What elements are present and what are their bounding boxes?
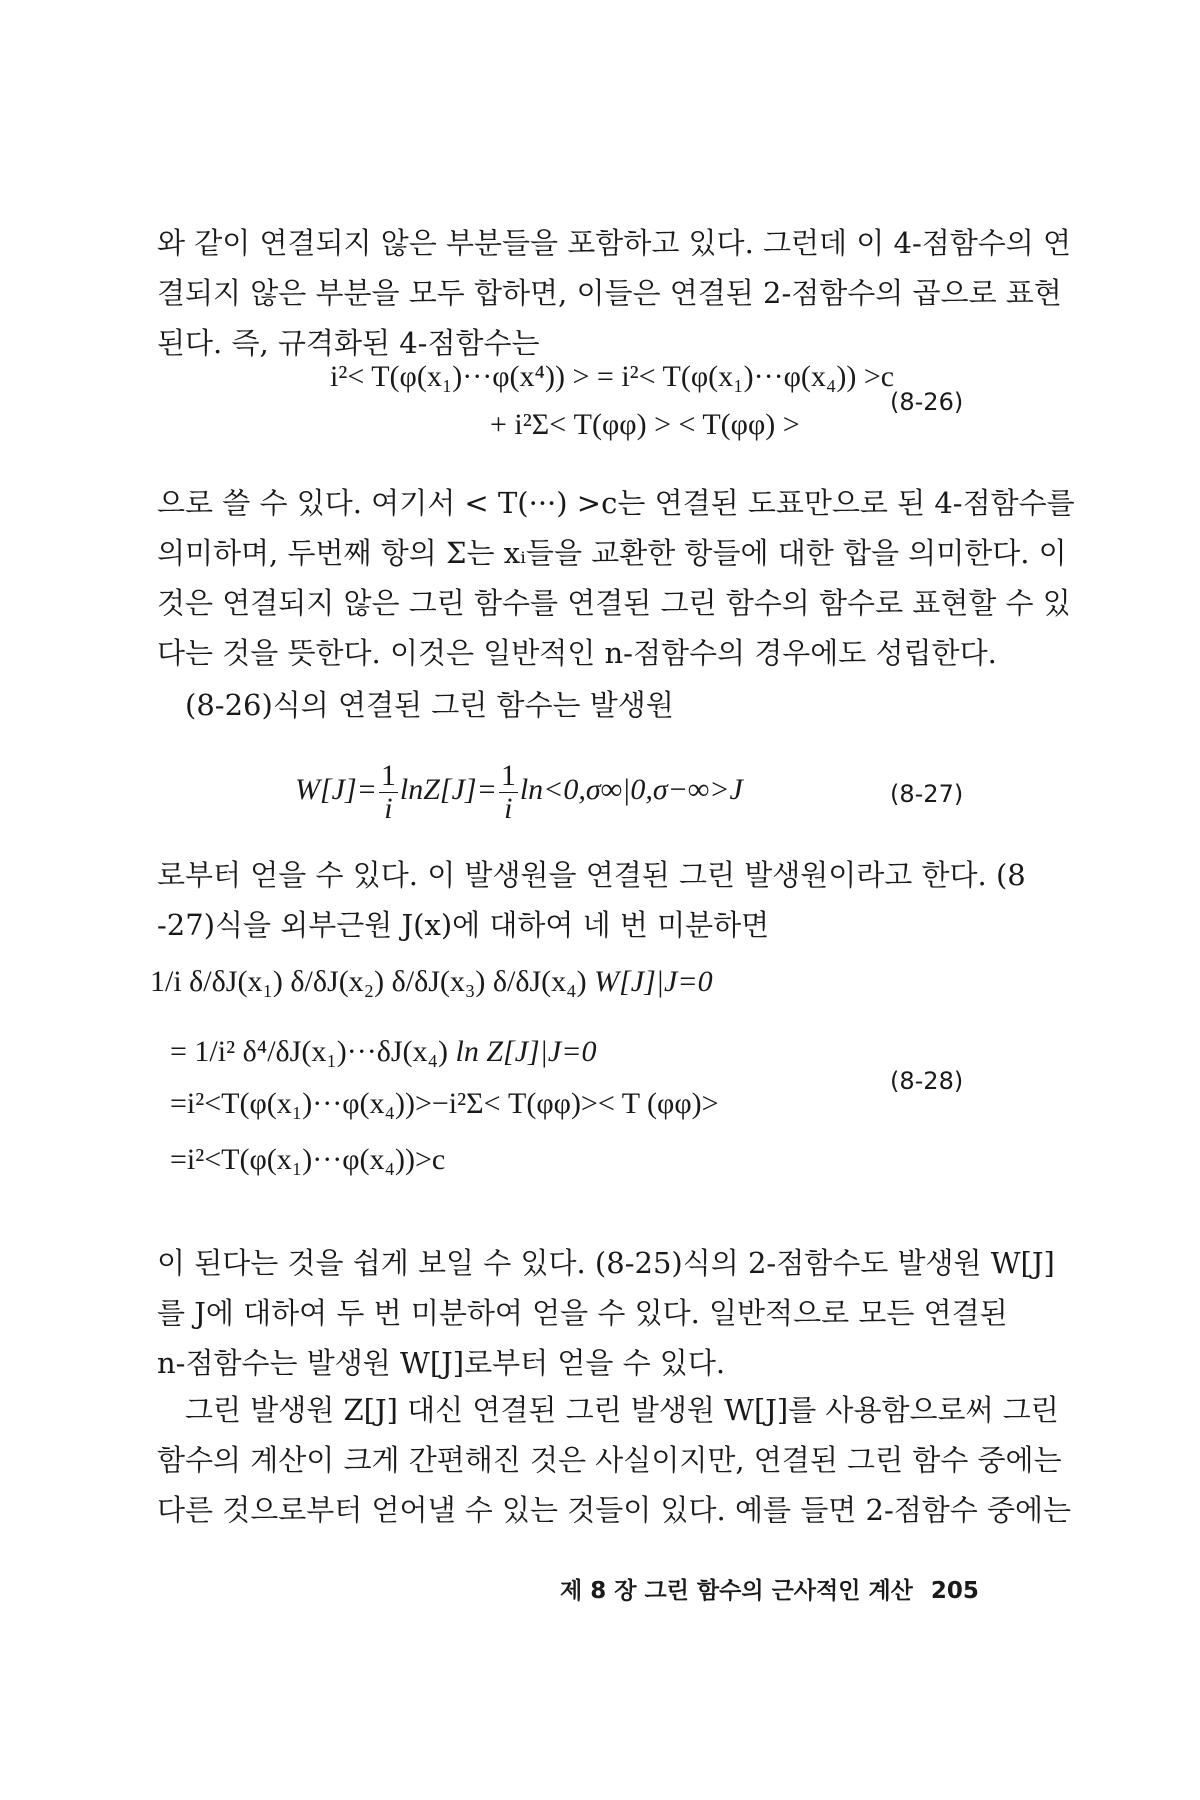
- equation-line: =i²<T(φ(x₁)···φ(x₄))>c: [170, 1143, 446, 1176]
- text-line: 다는 것을 뜻한다. 이것은 일반적인 n-점함수의 경우에도 성립한다.: [157, 636, 997, 670]
- text-line: 이 된다는 것을 쉽게 보일 수 있다. (8-25)식의 2-점함수도 발생원 W[J]: [157, 1246, 1055, 1280]
- fraction-numerator: 1: [500, 759, 516, 792]
- text-line: 된다. 즉, 규격화된 4-점함수는: [157, 326, 540, 360]
- text-line: n-점함수는 발생원 W[J]로부터 얻을 수 있다.: [157, 1346, 726, 1380]
- eq-lhs: W[J]=: [295, 772, 377, 806]
- paragraph-4: [157, 850, 1026, 950]
- page-number: 205: [930, 1578, 979, 1604]
- eq-suffix: W[J]|J=0: [594, 965, 713, 998]
- equation-line: = 1/i² δ⁴/δJ(x₁)···δJ(x₄) ln Z[J]|J=0: [170, 1035, 597, 1068]
- page-footer: [560, 1572, 980, 1605]
- fraction: [379, 760, 398, 824]
- text-line: 그린 발생원 Z[J] 대신 연결된 그린 발생원 W[J]를 사용함으로써 그린: [185, 1393, 1059, 1427]
- text-line: 를 J에 대하여 두 번 미분하여 얻을 수 있다. 일반적으로 모든 연결된: [157, 1296, 1008, 1330]
- text-line: 결되지 않은 부분을 모두 합하면, 이들은 연결된 2-점함수의 곱으로 표현: [157, 276, 1062, 310]
- equation-number: (8-27): [890, 780, 964, 808]
- eq-prefix: 1/i: [150, 965, 182, 998]
- paragraph-6: [157, 1385, 1072, 1535]
- paragraph-2: [157, 478, 1075, 678]
- equation-line: i²< T(φ(x₁)···φ(x⁴)) > = i²< T(φ(x₁)···φ(x₄)) >c: [330, 360, 895, 393]
- text-line: 으로 쓸 수 있다. 여기서 < T(···) >c는 연결된 도표만으로 된 4-점함수를: [157, 486, 1075, 520]
- equation-line: + i²Σ< T(φφ) > < T(φφ) >: [490, 408, 800, 441]
- eq-op: δ/δJ(x₂): [290, 965, 385, 998]
- eq-op: δ/δJ(x₃): [391, 965, 486, 998]
- eq-op: δ/δJ(x₄): [492, 965, 587, 998]
- eq-rhs: ln<0,σ∞|0,σ−∞>J: [519, 772, 743, 806]
- text-line: 것은 연결되지 않은 그린 함수를 연결된 그린 함수의 함수로 표현할 수 있: [157, 586, 1071, 620]
- equation-8-26: [0, 360, 1200, 460]
- paragraph-3: [185, 680, 1035, 730]
- text-line: 와 같이 연결되지 않은 부분들을 포함하고 있다. 그런데 이 4-점함수의 연: [157, 226, 1072, 260]
- fraction-numerator: 1: [380, 759, 396, 792]
- equation-line: [150, 965, 713, 999]
- text-line: (8-26)식의 연결된 그린 함수는 발생원: [185, 688, 674, 722]
- equation-line: =i²<T(φ(x₁)···φ(x₄))>−i²Σ< T(φφ)>< T (φφ)>: [170, 1087, 719, 1120]
- eq-fraction: 1/i²: [194, 1035, 236, 1068]
- text-line: 로부터 얻을 수 있다. 이 발생원을 연결된 그린 발생원이라고 한다. (8: [157, 858, 1026, 892]
- eq-suffix: ln Z[J]|J=0: [455, 1035, 597, 1068]
- fraction-denominator: i: [504, 791, 513, 825]
- chapter-title: 제 8 장 그린 함수의 근사적인 계산: [560, 1578, 913, 1604]
- text-line: -27)식을 외부근원 J(x)에 대하여 네 번 미분하면: [157, 908, 770, 942]
- fraction: [499, 760, 518, 824]
- text-line: 의미하며, 두번째 항의 Σ는 xᵢ들을 교환한 항들에 대한 합을 의미한다. 이: [157, 536, 1067, 570]
- equation-8-27: [0, 760, 1200, 840]
- paragraph-1: [157, 218, 1072, 368]
- text-line: 다른 것으로부터 얻어낼 수 있는 것들이 있다. 예를 들면 2-점함수 중에는: [157, 1493, 1072, 1527]
- equation-number: (8-26): [890, 388, 964, 416]
- equation-number: (8-28): [890, 1067, 964, 1095]
- equation-line: [295, 760, 743, 824]
- text-line: 함수의 계산이 크게 간편해진 것은 사실이지만, 연결된 그린 함수 중에는: [157, 1443, 1062, 1477]
- paragraph-5: [157, 1238, 1055, 1388]
- eq-op: δ⁴/δJ(x₁)···δJ(x₄): [242, 1035, 448, 1068]
- eq-op: δ/δJ(x₁): [189, 965, 283, 998]
- equation-8-28: [0, 965, 1200, 1205]
- eq-mid: lnZ[J]=: [399, 772, 497, 806]
- fraction-denominator: i: [384, 791, 393, 825]
